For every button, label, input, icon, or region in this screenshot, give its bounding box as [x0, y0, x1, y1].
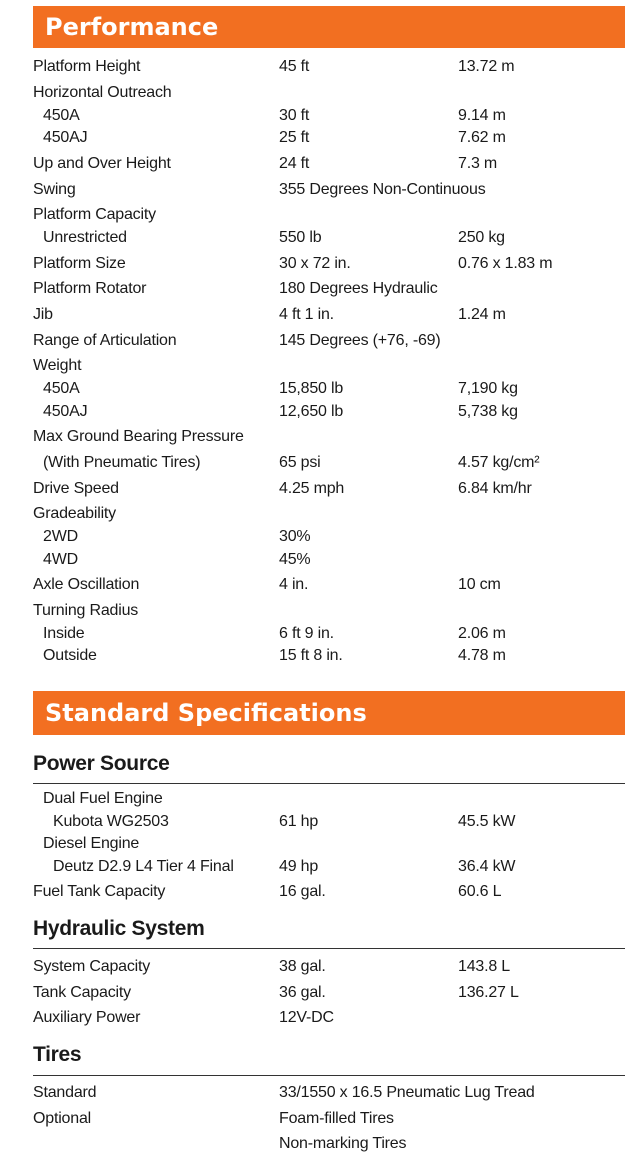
spec-label: Horizontal Outreach [33, 84, 172, 101]
spec-value-imperial: 45 ft [279, 58, 310, 75]
spec-label: 4WD [43, 551, 78, 568]
spec-value-imperial: 65 psi [279, 454, 321, 471]
spec-row [0, 505, 636, 529]
section-heading: Power Source [33, 752, 170, 775]
spec-row [0, 528, 636, 552]
spec-value-imperial: 36 gal. [279, 984, 326, 1001]
spec-row [0, 181, 636, 205]
spec-value-imperial: 180 Degrees Hydraulic [279, 280, 438, 297]
spec-label: (With Pneumatic Tires) [43, 454, 201, 471]
spec-value-metric: 4.57 kg/cm² [458, 454, 540, 471]
spec-label: Platform Height [33, 58, 141, 75]
spec-label: Axle Oscillation [33, 576, 140, 593]
spec-label: Inside [43, 625, 85, 642]
spec-label: Drive Speed [33, 480, 119, 497]
spec-label: Tank Capacity [33, 984, 131, 1001]
standard-specifications-banner [33, 691, 625, 735]
spec-value-metric: 143.8 L [458, 958, 510, 975]
spec-value-imperial: 61 hp [279, 813, 319, 830]
spec-value-metric: 4.78 m [458, 647, 506, 664]
spec-row [0, 480, 636, 504]
spec-row [0, 576, 636, 600]
spec-row [0, 107, 636, 131]
spec-label: Outside [43, 647, 97, 664]
spec-row [0, 129, 636, 153]
spec-label: Platform Size [33, 255, 126, 272]
spec-value-metric: 45.5 kW [458, 813, 516, 830]
spec-row [0, 454, 636, 478]
spec-label: Dual Fuel Engine [43, 790, 163, 807]
spec-row [0, 883, 636, 907]
spec-value-imperial: 33/1550 x 16.5 Pneumatic Lug Tread [279, 1084, 535, 1101]
spec-value-metric: 36.4 kW [458, 858, 516, 875]
spec-value-imperial: 15,850 lb [279, 380, 344, 397]
spec-label: 450AJ [43, 129, 88, 146]
spec-value-metric: 6.84 km/hr [458, 480, 532, 497]
spec-value-imperial: 16 gal. [279, 883, 326, 900]
spec-label: Diesel Engine [43, 835, 140, 852]
spec-row [0, 1110, 636, 1134]
spec-row [0, 84, 636, 108]
spec-value-metric: 10 cm [458, 576, 501, 593]
spec-value-imperial: 30 ft [279, 107, 310, 124]
spec-value-imperial: 4 ft 1 in. [279, 306, 334, 323]
section-divider [33, 783, 625, 784]
spec-value-metric: 0.76 x 1.83 m [458, 255, 553, 272]
performance-banner [33, 6, 625, 48]
spec-label: Jib [33, 306, 53, 323]
spec-label: Deutz D2.9 L4 Tier 4 Final [53, 858, 234, 875]
spec-row [0, 1135, 636, 1159]
spec-value-imperial: 30% [279, 528, 311, 545]
spec-value-imperial: 4.25 mph [279, 480, 345, 497]
spec-label: Turning Radius [33, 602, 139, 619]
spec-label: Swing [33, 181, 76, 198]
performance-title: Performance [45, 13, 219, 41]
section-heading: Hydraulic System [33, 917, 205, 940]
section-heading: Tires [33, 1043, 82, 1066]
spec-label: Up and Over Height [33, 155, 171, 172]
section-divider [33, 948, 625, 949]
spec-label: Unrestricted [43, 229, 127, 246]
spec-value-imperial: 4 in. [279, 576, 309, 593]
spec-value-metric: 7.62 m [458, 129, 506, 146]
spec-value-imperial: 12V-DC [279, 1009, 334, 1026]
spec-row [0, 984, 636, 1008]
spec-row [0, 625, 636, 649]
spec-row [0, 813, 636, 837]
spec-row [0, 428, 636, 452]
spec-value-metric: 7.3 m [458, 155, 498, 172]
spec-value-imperial: Non-marking Tires [279, 1135, 407, 1152]
spec-row [0, 229, 636, 253]
spec-row [0, 790, 636, 814]
spec-label: 450A [43, 380, 80, 397]
spec-row [0, 551, 636, 575]
spec-label: Standard [33, 1084, 97, 1101]
spec-label: Platform Capacity [33, 206, 156, 223]
spec-row [0, 357, 636, 381]
spec-row [0, 1084, 636, 1108]
spec-row [0, 403, 636, 427]
spec-value-imperial: 45% [279, 551, 311, 568]
spec-label: System Capacity [33, 958, 151, 975]
spec-value-metric: 1.24 m [458, 306, 506, 323]
spec-value-metric: 7,190 kg [458, 380, 518, 397]
spec-value-imperial: 6 ft 9 in. [279, 625, 334, 642]
spec-value-imperial: 49 hp [279, 858, 319, 875]
spec-row [0, 1009, 636, 1033]
spec-value-imperial: 24 ft [279, 155, 310, 172]
spec-value-imperial: 12,650 lb [279, 403, 344, 420]
spec-row [0, 332, 636, 356]
spec-label: 2WD [43, 528, 78, 545]
spec-row [0, 58, 636, 82]
spec-label: 450AJ [43, 403, 88, 420]
standard-specifications-title: Standard Specifications [45, 699, 367, 727]
spec-row [0, 306, 636, 330]
spec-label: Range of Articulation [33, 332, 177, 349]
spec-label: Weight [33, 357, 82, 374]
spec-row [0, 380, 636, 404]
spec-label: Gradeability [33, 505, 116, 522]
spec-row [0, 958, 636, 982]
spec-label: Platform Rotator [33, 280, 147, 297]
spec-label: Max Ground Bearing Pressure [33, 428, 244, 445]
spec-value-imperial: 355 Degrees Non-Continuous [279, 181, 486, 198]
spec-value-imperial: 25 ft [279, 129, 310, 146]
spec-row [0, 280, 636, 304]
spec-label: Kubota WG2503 [53, 813, 169, 830]
spec-value-metric: 136.27 L [458, 984, 519, 1001]
section-divider [33, 1075, 625, 1076]
spec-row [0, 255, 636, 279]
spec-row [0, 835, 636, 859]
spec-row [0, 155, 636, 179]
spec-value-metric: 250 kg [458, 229, 505, 246]
spec-value-metric: 13.72 m [458, 58, 515, 75]
spec-value-metric: 5,738 kg [458, 403, 518, 420]
spec-value-imperial: Foam-filled Tires [279, 1110, 394, 1127]
spec-label: Auxiliary Power [33, 1009, 141, 1026]
spec-value-imperial: 15 ft 8 in. [279, 647, 343, 664]
spec-row [0, 602, 636, 626]
spec-label: 450A [43, 107, 80, 124]
spec-row [0, 206, 636, 230]
spec-value-imperial: 30 x 72 in. [279, 255, 351, 272]
spec-value-metric: 60.6 L [458, 883, 502, 900]
spec-value-metric: 2.06 m [458, 625, 506, 642]
spec-value-imperial: 145 Degrees (+76, -69) [279, 332, 441, 349]
spec-value-imperial: 38 gal. [279, 958, 326, 975]
spec-row [0, 858, 636, 882]
spec-label: Fuel Tank Capacity [33, 883, 166, 900]
spec-label: Optional [33, 1110, 91, 1127]
spec-value-imperial: 550 lb [279, 229, 322, 246]
spec-row [0, 647, 636, 671]
spec-value-metric: 9.14 m [458, 107, 506, 124]
